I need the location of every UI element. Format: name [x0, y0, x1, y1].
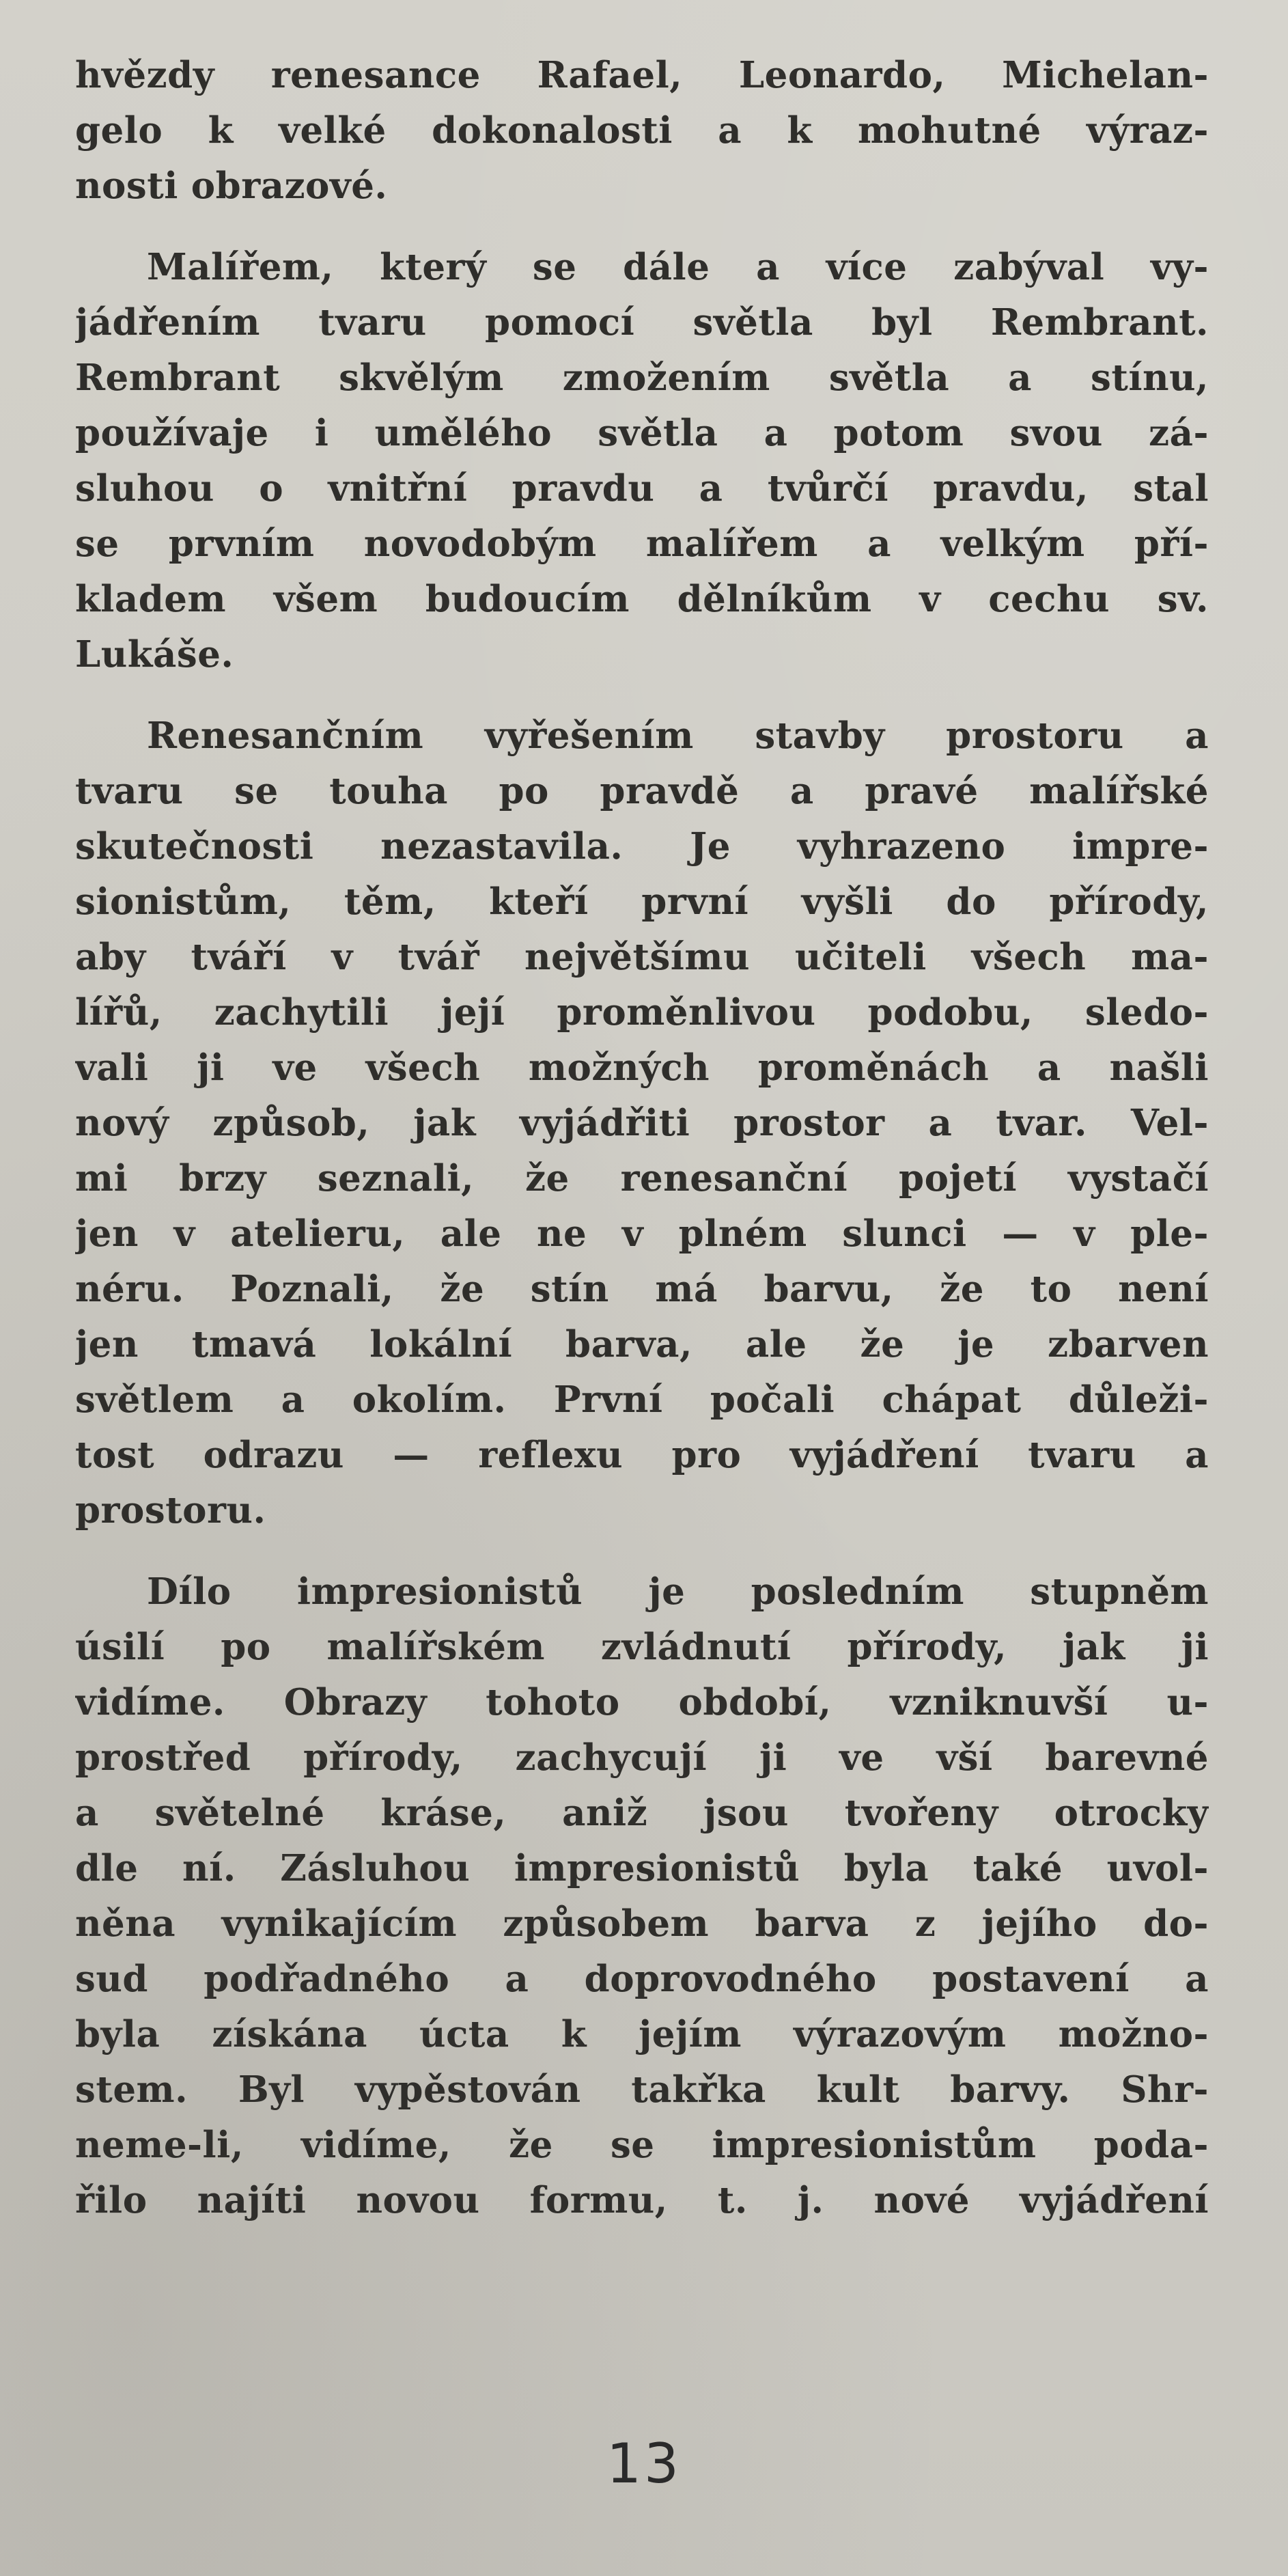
text-line: jádřením tvaru pomocí světla byl Rembrant.	[75, 301, 1209, 344]
paragraph-3	[75, 708, 1209, 1538]
text-line: hvězdy renesance Rafael, Leonardo, Michelan-	[75, 54, 1209, 96]
text-line: úsilí po malířském zvládnutí přírody, jak ji	[75, 1626, 1209, 1668]
text-line: mi brzy seznali, že renesanční pojetí vystačí	[75, 1157, 1209, 1200]
text-line: lířů, zachytili její proměnlivou podobu, sledo-	[75, 991, 1209, 1034]
text-line: vidíme. Obrazy tohoto období, vzniknuvší u-	[75, 1681, 1209, 1723]
paragraph-1	[75, 48, 1209, 214]
text-line: vali ji ve všech možných proměnách a našli	[75, 1047, 1209, 1089]
text-line: néru. Poznali, že stín má barvu, že to není	[75, 1268, 1209, 1310]
text-line: skutečnosti nezastavila. Je vyhrazeno impre-	[75, 825, 1209, 868]
page-number: 13	[606, 2432, 682, 2495]
text-line: jen v atelieru, ale ne v plném slunci — v ple-	[75, 1213, 1209, 1255]
text-line: a světelné kráse, aniž jsou tvořeny otrocky	[75, 1792, 1209, 1834]
text-line: jen tmavá lokální barva, ale že je zbarven	[75, 1323, 1209, 1366]
text-line: řilo najíti novou formu, t. j. nové vyjádření	[75, 2179, 1209, 2221]
text-line: se prvním novodobým malířem a velkým pří-	[75, 523, 1209, 565]
text-line: sluhou o vnitřní pravdu a tvůrčí pravdu, stal	[75, 467, 1209, 510]
text-line: nový způsob, jak vyjádřiti prostor a tvar. Vel-	[75, 1102, 1209, 1144]
text-line: dle ní. Zásluhou impresionistů byla také uvol-	[75, 1847, 1209, 1889]
paragraph-2	[75, 240, 1209, 682]
text-line: byla získána úcta k jejím výrazovým možno-	[75, 2013, 1209, 2055]
text-line: Rembrant skvělým zmožením světla a stínu,	[75, 357, 1209, 399]
text-line: prostřed přírody, zachycují ji ve vší barevné	[75, 1736, 1209, 1779]
text-line: něna vynikajícím způsobem barva z jejího do-	[75, 1902, 1209, 1945]
text-line: Malířem, který se dále a více zabýval vy-	[147, 246, 1209, 288]
text-line: sionistům, těm, kteří první vyšli do přírody,	[75, 881, 1209, 923]
text-line: stem. Byl vypěstován takřka kult barvy. Shr-	[75, 2068, 1209, 2111]
paragraph-4	[75, 1564, 1209, 2228]
text-line: prostoru.	[75, 1489, 266, 1532]
text-line: Dílo impresionistů je posledním stupněm	[147, 1570, 1209, 1613]
text-line: světlem a okolím. První počali chápat důleži-	[75, 1379, 1209, 1421]
text-line: Lukáše.	[75, 633, 234, 676]
text-line: gelo k velké dokonalosti a k mohutné výraz-	[75, 109, 1209, 152]
text-line: neme-li, vidíme, že se impresionistům poda-	[75, 2124, 1209, 2166]
text-line: tost odrazu — reflexu pro vyjádření tvaru a	[75, 1434, 1209, 1476]
text-line: Renesančním vyřešením stavby prostoru a	[147, 715, 1209, 757]
body-text	[75, 48, 1209, 2254]
text-line: kladem všem budoucím dělníkům v cechu sv.	[75, 578, 1209, 620]
text-line: používaje i umělého světla a potom svou zá-	[75, 412, 1209, 454]
text-line: tvaru se touha po pravdě a pravé malířské	[75, 770, 1209, 812]
text-line: sud podřadného a doprovodného postavení a	[75, 1958, 1209, 2000]
text-line: aby tváří v tvář největšímu učiteli všech ma-	[75, 936, 1209, 978]
text-line: nosti obrazové.	[75, 165, 388, 207]
